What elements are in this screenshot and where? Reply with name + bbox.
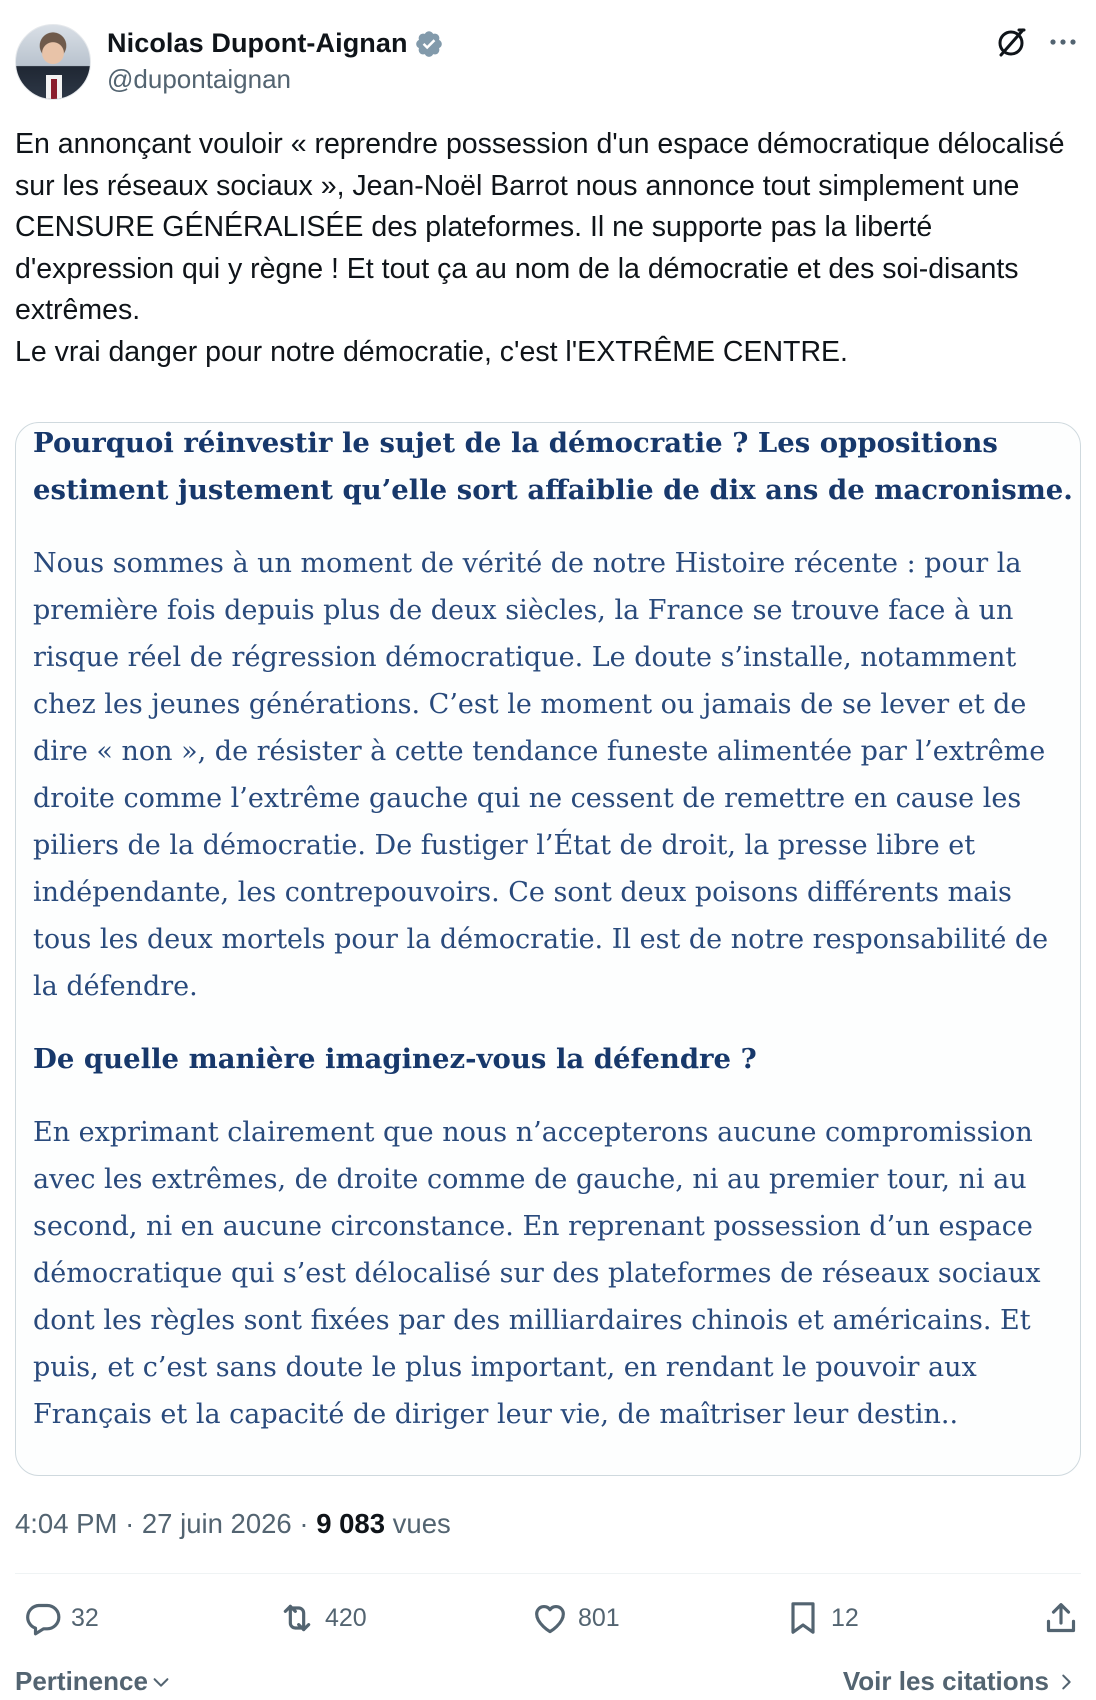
tweet-time[interactable]: 4:04 PM (15, 1508, 118, 1539)
tweet-actions-bar (15, 1598, 1081, 1654)
tweet-date[interactable]: 27 juin 2026 (141, 1508, 292, 1539)
repost-count: 420 (325, 1603, 367, 1632)
media-question-2: De quelle manière imaginez-vous la défendre ? (33, 1043, 757, 1075)
repost-icon (277, 1598, 317, 1638)
avatar-tie (51, 79, 57, 100)
more-icon[interactable] (1045, 24, 1081, 60)
view-quotes-link[interactable] (843, 1666, 1077, 1697)
divider (15, 1573, 1081, 1574)
meta-separator: · (125, 1508, 135, 1539)
views-label: vues (392, 1508, 451, 1539)
media-answer-2: En exprimant clairement que nous n’accepterons aucune compromission avec les extrêmes, de droite comme de gauche, ni au premier tour, ni au second, ni en aucune circonstance. En reprenant possession d’un espace démocratique qui s’est délocalisé sur des plateformes de réseaux sociaux dont les règles sont fixées par des milliardaires chinois et américains. Et puis, et c’est sans doute le plus important, en rendant le pouvoir aux Français et la capacité de diriger leur vie, de maîtriser leur destin.. (33, 1117, 1041, 1430)
verified-badge-icon[interactable] (414, 29, 444, 59)
sort-label: Pertinence (15, 1666, 148, 1696)
author-handle[interactable]: @dupontaignan (107, 64, 291, 94)
share-icon (1041, 1598, 1081, 1638)
like-button[interactable] (530, 1598, 620, 1638)
avatar[interactable] (15, 24, 91, 100)
chevron-down-icon (150, 1671, 172, 1693)
reply-icon (23, 1598, 63, 1638)
repost-button[interactable] (277, 1598, 367, 1638)
author-name-row[interactable] (107, 28, 444, 59)
views-count: 9 083 (316, 1508, 386, 1539)
tweet-header (15, 24, 1081, 100)
author-display-name[interactable]: Nicolas Dupont-Aignan (107, 28, 408, 58)
media-article-text (33, 423, 1073, 1438)
share-button[interactable] (1041, 1598, 1081, 1638)
grok-icon[interactable] (993, 24, 1029, 60)
tweet-text: En annonçant vouloir « reprendre possession d'un espace démocratique délocalisé sur les réseaux sociaux », Jean-Noël Barrot nous annonce tout simplement une CENSURE GÉNÉRALISÉE des plateformes. Il ne supporte pas la liberté d'expression qui y règne ! Et tout ça au nom de la démocratie et des soi-disants extrêmes. Le vrai danger pour notre démocratie, c'est l'EXTRÊME CENTRE. (15, 128, 1065, 368)
bookmark-icon (783, 1598, 823, 1638)
header-actions (993, 24, 1081, 60)
media-question-1: Pourquoi réinvestir le sujet de la démocratie ? Les oppositions estiment justement qu’elle sort affaiblie de dix ans de macronisme. (33, 427, 1073, 506)
heart-icon (530, 1598, 570, 1638)
bookmark-button[interactable] (783, 1598, 859, 1638)
meta-separator: · (299, 1508, 309, 1539)
chevron-right-icon (1055, 1671, 1077, 1693)
tweet-meta (15, 1508, 451, 1540)
sort-dropdown[interactable] (15, 1666, 172, 1697)
media-answer-1: Nous sommes à un moment de vérité de notre Histoire récente : pour la première fois depuis plus de deux siècles, la France se trouve face à un risque réel de régression démocratique. Le doute s’installe, notamment chez les jeunes générations. C’est le moment ou jamais de se lever et de dire « non », de résister à cette tendance funeste alimentée par l’extrême droite comme l’extrême gauche qui ne cessent de remettre en cause les piliers de la démocratie. De fustiger l’État de droit, la presse libre et indépendante, les contrepouvoirs. Ce sont deux poisons différents mais tous les deux mortels pour la démocratie. Il est de notre responsabilité de la défendre. (33, 548, 1049, 1002)
reply-count: 32 (71, 1603, 99, 1632)
tweet-media-image[interactable] (15, 422, 1081, 1476)
reply-button[interactable] (23, 1598, 99, 1638)
view-quotes-label: Voir les citations (842, 1666, 1049, 1696)
bookmark-count: 12 (831, 1603, 859, 1632)
replies-toolbar (15, 1666, 1081, 1700)
like-count: 801 (578, 1603, 620, 1632)
